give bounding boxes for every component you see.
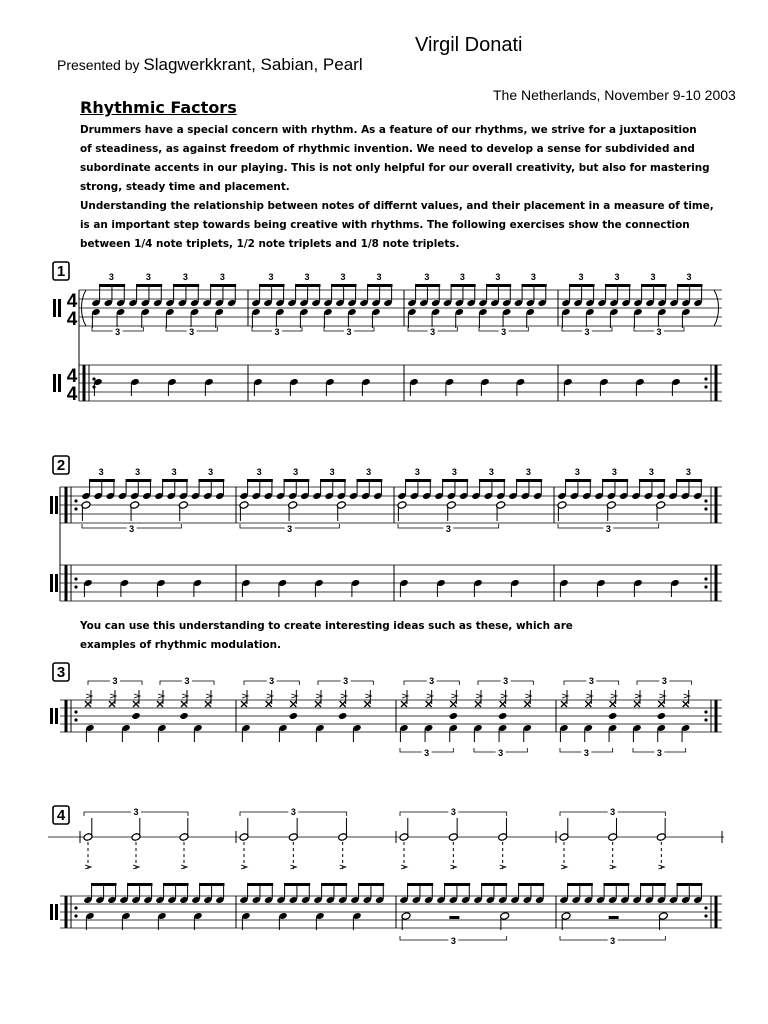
cymbal-notehead bbox=[109, 701, 115, 707]
cymbal-notehead bbox=[133, 701, 139, 707]
triplet-number: 3 bbox=[424, 272, 430, 282]
repeat-dot bbox=[74, 499, 77, 502]
note-beam bbox=[516, 479, 542, 482]
exercise-2-system bbox=[50, 456, 722, 601]
note-beam bbox=[518, 883, 544, 886]
note-beam bbox=[126, 479, 152, 482]
triplet-number: 3 bbox=[656, 748, 662, 758]
triplet-number: 3 bbox=[112, 676, 118, 686]
triplet-number: 3 bbox=[346, 327, 352, 337]
repeat-dot bbox=[704, 710, 707, 713]
note-beam bbox=[565, 479, 591, 482]
intro-line: subordinate accents in our playing. This is not only helpful for our overall creativity, but also for mastering bbox=[80, 162, 710, 174]
exercise-number: 3 bbox=[56, 664, 66, 681]
triplet-number: 3 bbox=[588, 676, 594, 686]
repeat-dot bbox=[74, 577, 77, 580]
repeat-dot bbox=[704, 499, 707, 502]
triplet-number: 3 bbox=[171, 467, 177, 477]
cymbal-notehead bbox=[266, 701, 272, 707]
note-beam bbox=[357, 479, 383, 482]
presented-by-label: Presented by bbox=[57, 57, 140, 73]
repeat-dot bbox=[704, 507, 707, 510]
triplet-number: 3 bbox=[614, 272, 620, 282]
triplet-number: 3 bbox=[182, 272, 188, 282]
triplet-number: 3 bbox=[488, 467, 494, 477]
intro-line: Understanding the relationship between notes of differnt values, and their placement in a measure of time, bbox=[80, 200, 714, 212]
notehead bbox=[498, 712, 507, 720]
note-beam bbox=[481, 883, 507, 886]
triplet-number: 3 bbox=[610, 936, 616, 946]
triplet-number: 3 bbox=[451, 467, 457, 477]
triplet-number: 3 bbox=[650, 272, 656, 282]
location-date: The Netherlands, November 9-10 2003 bbox=[493, 87, 736, 103]
triplet-number: 3 bbox=[329, 467, 335, 477]
note-beam bbox=[569, 284, 595, 287]
exercise-1-system bbox=[53, 262, 722, 405]
time-signature-bottom: 4 bbox=[66, 309, 78, 330]
triplet-number: 3 bbox=[605, 524, 611, 534]
triplet-number: 3 bbox=[129, 524, 135, 534]
cymbal-notehead bbox=[157, 701, 163, 707]
triplet-number: 3 bbox=[685, 467, 691, 477]
note-beam bbox=[284, 479, 310, 482]
triplet-number: 3 bbox=[98, 467, 104, 477]
notehead bbox=[131, 712, 140, 720]
note-beam bbox=[127, 883, 153, 886]
triplet-number: 3 bbox=[290, 807, 296, 817]
triplet-number: 3 bbox=[424, 748, 430, 758]
repeat-dot bbox=[704, 585, 707, 588]
repeat-dot bbox=[704, 906, 707, 909]
triplet-number: 3 bbox=[376, 272, 382, 282]
note-beam bbox=[567, 883, 593, 886]
repeat-dot bbox=[74, 914, 77, 917]
percussion-clef-bar bbox=[53, 374, 56, 392]
triplet-number: 3 bbox=[686, 272, 692, 282]
notehead bbox=[179, 712, 188, 720]
notehead bbox=[338, 712, 347, 720]
triplet-number: 3 bbox=[661, 676, 667, 686]
cymbal-notehead bbox=[290, 701, 296, 707]
triplet-number: 3 bbox=[584, 327, 590, 337]
triplet-number: 3 bbox=[583, 748, 589, 758]
note-beam bbox=[247, 479, 273, 482]
cymbal-notehead bbox=[634, 701, 640, 707]
triplet-number: 3 bbox=[256, 467, 262, 477]
note-beam bbox=[677, 284, 703, 287]
note-beam bbox=[173, 284, 199, 287]
note-beam bbox=[99, 284, 125, 287]
note-beam bbox=[247, 883, 273, 886]
repeat-dot bbox=[74, 710, 77, 713]
note-beam bbox=[639, 479, 665, 482]
note-beam bbox=[407, 883, 433, 886]
cymbal-notehead bbox=[315, 701, 321, 707]
cymbal-notehead bbox=[241, 701, 247, 707]
note-beam bbox=[604, 883, 630, 886]
percussion-clef-bar bbox=[55, 904, 58, 920]
triplet-number: 3 bbox=[450, 807, 456, 817]
exercise-3-system bbox=[50, 663, 722, 758]
triplet-number: 3 bbox=[430, 327, 436, 337]
percussion-clef-bar bbox=[50, 574, 53, 592]
triplet-number: 3 bbox=[287, 524, 293, 534]
time-signature-top: 4 bbox=[66, 366, 78, 387]
repeat-dot bbox=[704, 914, 707, 917]
triplet-number: 3 bbox=[304, 272, 310, 282]
repeat-dot bbox=[74, 585, 77, 588]
intro-line: between 1/4 note triplets, 1/2 note triplets and 1/8 note triplets. bbox=[80, 238, 460, 250]
triplet-number: 3 bbox=[219, 272, 225, 282]
time-signature-top: 4 bbox=[66, 291, 78, 312]
note-beam bbox=[479, 479, 505, 482]
percussion-clef-bar bbox=[50, 904, 53, 920]
triplet-number: 3 bbox=[115, 327, 121, 337]
cymbal-notehead bbox=[524, 701, 530, 707]
half-rest bbox=[609, 916, 619, 919]
cymbal-notehead bbox=[500, 701, 506, 707]
cymbal-notehead bbox=[205, 701, 211, 707]
cymbal-notehead bbox=[401, 701, 407, 707]
half-rest bbox=[449, 916, 459, 919]
notehead bbox=[608, 712, 617, 720]
note-beam bbox=[136, 284, 162, 287]
triplet-number: 3 bbox=[208, 467, 214, 477]
cymbal-notehead bbox=[181, 701, 187, 707]
repeat-dot bbox=[74, 718, 77, 721]
triplet-number: 3 bbox=[501, 327, 507, 337]
note-beam bbox=[444, 883, 470, 886]
intro-line: is an important step towards being creative with rhythms. The following exercises show the connection bbox=[80, 219, 690, 231]
triplet-number: 3 bbox=[578, 272, 584, 282]
triplet-number: 3 bbox=[648, 467, 654, 477]
cymbal-notehead bbox=[610, 701, 616, 707]
note-beam bbox=[367, 284, 393, 287]
note-beam bbox=[199, 883, 225, 886]
exercise-number: 4 bbox=[56, 807, 66, 824]
triplet-number: 3 bbox=[429, 676, 435, 686]
modulation-line: You can use this understanding to create interesting ideas such as these, which are bbox=[80, 620, 573, 632]
note-beam bbox=[451, 284, 476, 287]
triplet-number: 3 bbox=[269, 676, 275, 686]
notehead bbox=[449, 712, 458, 720]
triplet-number: 3 bbox=[503, 676, 509, 686]
cymbal-notehead bbox=[658, 701, 664, 707]
note-beam bbox=[331, 284, 357, 287]
note-beam bbox=[89, 479, 115, 482]
intro-line: of steadiness, as against freedom of rhythmic invention. We need to develop a sense for subdivided and bbox=[80, 143, 695, 155]
percussion-clef-bar bbox=[55, 708, 58, 724]
exercise-number: 1 bbox=[56, 263, 66, 280]
triplet-number: 3 bbox=[414, 467, 420, 477]
note-beam bbox=[602, 479, 628, 482]
note-beam bbox=[358, 883, 384, 886]
percussion-clef-bar bbox=[53, 299, 56, 317]
triplet-number: 3 bbox=[189, 327, 195, 337]
triplet-number: 3 bbox=[530, 272, 536, 282]
percussion-clef-bar bbox=[58, 299, 61, 317]
triplet-number: 3 bbox=[108, 272, 114, 282]
triplet-number: 3 bbox=[450, 936, 456, 946]
note-beam bbox=[442, 479, 468, 482]
triplet-number: 3 bbox=[340, 272, 346, 282]
modulation-line: examples of rhythmic modulation. bbox=[80, 639, 281, 651]
sponsor-names: Slagwerkkrant, Sabian, Pearl bbox=[143, 55, 363, 74]
note-beam bbox=[415, 284, 440, 287]
notehead bbox=[657, 712, 666, 720]
note-beam bbox=[405, 479, 431, 482]
exercise-number: 2 bbox=[56, 457, 66, 474]
note-beam bbox=[295, 284, 321, 287]
repeat-dot bbox=[704, 385, 707, 388]
triplet-number: 3 bbox=[184, 676, 190, 686]
triplet-number: 3 bbox=[525, 467, 531, 477]
note-beam bbox=[676, 479, 702, 482]
intro-line: strong, steady time and placement. bbox=[80, 181, 290, 193]
triplet-number: 3 bbox=[610, 807, 616, 817]
repeat-dot bbox=[704, 718, 707, 721]
triplet-number: 3 bbox=[445, 524, 451, 534]
note-beam bbox=[91, 883, 117, 886]
intro-line: Drummers have a special concern with rhythm. As a feature of our rhythms, we strive for a juxtaposition bbox=[80, 124, 697, 136]
cymbal-notehead bbox=[475, 701, 481, 707]
triplet-number: 3 bbox=[133, 807, 139, 817]
exercise-4-system bbox=[48, 806, 724, 946]
triplet-number: 3 bbox=[498, 748, 504, 758]
article-heading: Rhythmic Factors bbox=[80, 98, 237, 117]
notehead bbox=[289, 712, 298, 720]
triplet-number: 3 bbox=[274, 327, 280, 337]
repeat-dot bbox=[704, 377, 707, 380]
cymbal-notehead bbox=[585, 701, 591, 707]
cymbal-notehead bbox=[426, 701, 432, 707]
triplet-number: 3 bbox=[611, 467, 617, 477]
note-beam bbox=[162, 479, 188, 482]
percussion-clef-bar bbox=[55, 496, 58, 514]
percussion-clef-bar bbox=[55, 574, 58, 592]
triplet-number: 3 bbox=[343, 676, 349, 686]
triplet-number: 3 bbox=[145, 272, 151, 282]
note-beam bbox=[605, 284, 631, 287]
repeat-dot bbox=[704, 577, 707, 580]
repeat-dot bbox=[74, 507, 77, 510]
triplet-number: 3 bbox=[135, 467, 141, 477]
cymbal-notehead bbox=[450, 701, 456, 707]
cymbal-notehead bbox=[364, 701, 370, 707]
triplet-number: 3 bbox=[656, 327, 662, 337]
triplet-number: 3 bbox=[268, 272, 274, 282]
percussion-clef-bar bbox=[50, 496, 53, 514]
triplet-number: 3 bbox=[459, 272, 465, 282]
triplet-number: 3 bbox=[293, 467, 299, 477]
note-beam bbox=[641, 284, 667, 287]
triplet-number: 3 bbox=[495, 272, 501, 282]
note-beam bbox=[640, 883, 666, 886]
note-beam bbox=[210, 284, 236, 287]
note-beam bbox=[163, 883, 189, 886]
triplet-number: 3 bbox=[366, 467, 372, 477]
cymbal-notehead bbox=[340, 701, 346, 707]
note-beam bbox=[522, 284, 547, 287]
note-beam bbox=[259, 284, 285, 287]
repeat-dot bbox=[92, 377, 95, 380]
note-beam bbox=[284, 883, 310, 886]
note-beam bbox=[320, 479, 346, 482]
cymbal-notehead bbox=[85, 701, 91, 707]
time-signature-bottom: 4 bbox=[66, 384, 78, 405]
repeat-dot bbox=[74, 906, 77, 909]
percussion-clef-bar bbox=[50, 708, 53, 724]
cymbal-notehead bbox=[683, 701, 689, 707]
triplet-number: 3 bbox=[574, 467, 580, 477]
note-beam bbox=[199, 479, 225, 482]
artist-name: Virgil Donati bbox=[415, 34, 523, 56]
note-beam bbox=[677, 883, 703, 886]
percussion-clef-bar bbox=[58, 374, 61, 392]
note-beam bbox=[486, 284, 511, 287]
cymbal-notehead bbox=[561, 701, 567, 707]
note-beam bbox=[321, 883, 347, 886]
